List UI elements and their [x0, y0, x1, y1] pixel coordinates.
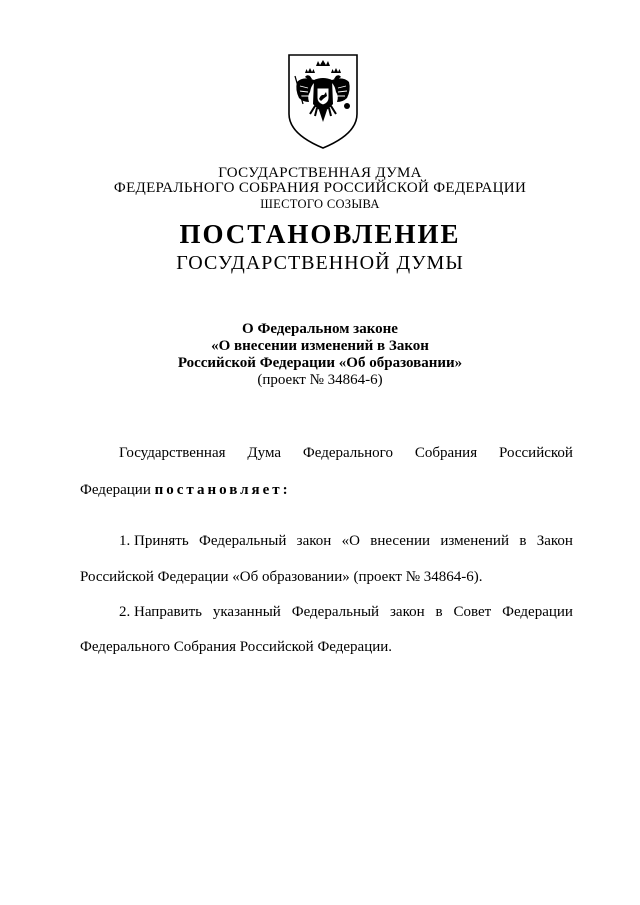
- item2-word: 2. Направить: [119, 604, 202, 620]
- preamble-word: Федерального: [302, 445, 393, 461]
- preamble-verb: постановляет:: [154, 482, 291, 498]
- item2-line1: [119, 604, 573, 621]
- item1-word: Закон: [536, 533, 573, 549]
- item2-word: Совет: [453, 604, 492, 620]
- coat-of-arms-icon: [283, 52, 363, 150]
- item1-word: в: [519, 533, 527, 549]
- item1-word: закон: [296, 533, 332, 549]
- item2-word: в: [435, 604, 443, 620]
- document-type-title: ПОСТАНОВЛЕНИЕ: [179, 219, 461, 249]
- org-name-line2: ФЕДЕРАЛЬНОГО СОБРАНИЯ РОССИЙСКОЙ ФЕДЕРАЦИИ: [113, 180, 527, 196]
- org-name-line1: ГОСУДАРСТВЕННАЯ ДУМА: [218, 165, 422, 181]
- item2-word: указанный: [212, 604, 281, 620]
- item1-word: внесении: [370, 533, 431, 549]
- item2-word: закон: [389, 604, 425, 620]
- item2-line2: Федерального Собрания Российской Федерации.: [80, 639, 393, 655]
- preamble-word: Дума: [247, 445, 282, 461]
- preamble-line1: [119, 445, 573, 462]
- subject-line3: Российской Федерации «Об образовании»: [177, 355, 463, 371]
- preamble-word: Российской: [499, 445, 573, 461]
- item2-word: Федеральный: [291, 604, 380, 620]
- subject-line1: О Федеральном законе: [242, 321, 398, 337]
- convocation-label: ШЕСТОГО СОЗЫВА: [260, 197, 380, 211]
- preamble-word: Государственная: [119, 445, 226, 461]
- item1-word: 1. Принять: [119, 533, 189, 549]
- draft-number: (проект № 34864-6): [257, 372, 383, 388]
- preamble-line2: [80, 482, 291, 499]
- item1-word: Федеральный: [199, 533, 287, 549]
- subject-line2: «О внесении изменений в Закон: [211, 338, 429, 354]
- item1-word: изменений: [440, 533, 509, 549]
- issuer-title: ГОСУДАРСТВЕННОЙ ДУМЫ: [176, 252, 464, 274]
- item1-line1: [119, 533, 573, 550]
- preamble-line2-start: Федерации: [80, 482, 151, 498]
- preamble-word: Собрания: [414, 445, 478, 461]
- item1-line2: Российской Федерации «Об образовании» (проект № 34864-6).: [80, 569, 483, 585]
- item1-word: «О: [341, 533, 360, 549]
- item2-word: Федерации: [502, 604, 573, 620]
